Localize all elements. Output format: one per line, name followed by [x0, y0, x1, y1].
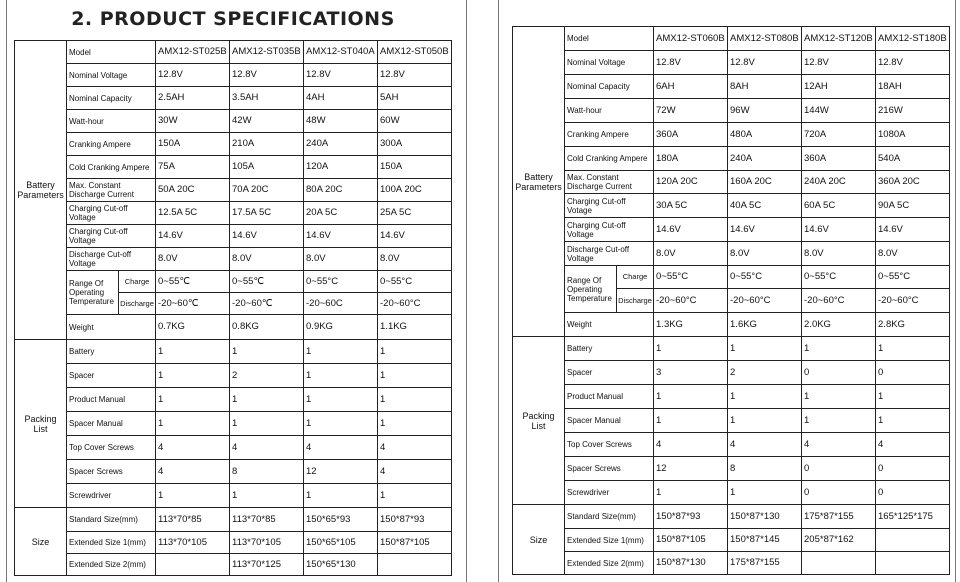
spec-value-cell: 70A 20C [230, 179, 304, 202]
row-label-discharge-cutoff: Discharge Cut-off Voltage [565, 242, 654, 266]
row-label-charging-cutoff: Charging Cut-off Votage [565, 194, 654, 218]
spec-value-cell: 40A 5C [728, 194, 802, 218]
row-label-top-cover-screws: Top Cover Screws [565, 433, 654, 457]
row-sublabel-charge: Charge [119, 271, 156, 293]
spec-value-cell: 1 [876, 409, 950, 433]
spec-value-cell: 0~55°C [654, 266, 728, 289]
spec-value-cell: 12 [304, 460, 378, 484]
row-label-nominal-voltage: Nominal Voltage [67, 64, 156, 87]
spec-value-cell: 240A [728, 147, 802, 171]
row-label-spacer-screws: Spacer Screws [67, 460, 156, 484]
row-label-product-manual: Product Manual [565, 385, 654, 409]
spec-value-cell: 1 [378, 484, 452, 508]
spec-value-cell: 205*87*162 [802, 529, 876, 552]
spec-value-cell: 50A 20C [156, 179, 230, 202]
spec-value-cell: 12.8V [728, 51, 802, 75]
spec-row-models [15, 41, 452, 64]
row-label-charging-cutoff: Charging Cut-off Voltage [67, 202, 156, 225]
spec-row-charging-cutoff [513, 194, 950, 218]
spec-value-cell: 8.0V [728, 242, 802, 266]
spec-value-cell: 1 [304, 364, 378, 388]
spec-value-cell: 8AH [728, 75, 802, 99]
spec-value-cell: 80A 20C [304, 179, 378, 202]
spec-value-cell: 14.6V [876, 218, 950, 242]
spec-value-cell: 150*65*130 [304, 554, 378, 576]
spec-value-cell: 113*70*105 [230, 532, 304, 554]
spec-value-cell: 1.3KG [654, 313, 728, 337]
row-label-discharge-cutoff: Discharge Cut-off Voltage [67, 248, 156, 271]
row-label-spacer-screws: Spacer Screws [565, 457, 654, 481]
spec-value-cell: 150*65*105 [304, 532, 378, 554]
row-label-cold-cranking-ampere: Cold Cranking Ampere [565, 147, 654, 171]
page-border-left [6, 0, 7, 582]
spec-value-cell: 720A [802, 123, 876, 147]
spec-value-cell: 1080A [876, 123, 950, 147]
spec-value-cell: 150*87*145 [728, 529, 802, 552]
spec-value-cell: -20~60C [304, 293, 378, 315]
model-header-cell: AMX12-ST080B [728, 27, 802, 51]
row-label-spacer-manual: Spacer Manual [565, 409, 654, 433]
spec-row-charging-voltage [513, 218, 950, 242]
row-label-extended-size-1: Extended Size 1(mm) [565, 529, 654, 552]
spec-row-nominal-capacity [513, 75, 950, 99]
row-label-watt-hour: Watt-hour [67, 110, 156, 133]
row-label-standard-size: Standard Size(mm) [565, 505, 654, 529]
spec-value-cell: 12.8V [654, 51, 728, 75]
row-label-spacer: Spacer [565, 361, 654, 385]
spec-row-weight [513, 313, 950, 337]
spec-value-cell: 2 [230, 364, 304, 388]
spec-value-cell: 90A 5C [876, 194, 950, 218]
spec-row-spacer-screws [15, 460, 452, 484]
row-label-max-discharge: Max. Constant Discharge Current [67, 179, 156, 202]
spec-value-cell: 113*70*125 [230, 554, 304, 576]
spec-row-temp-charge [15, 271, 452, 293]
model-header-cell: AMX12-ST025B [156, 41, 230, 64]
spec-value-cell: 150*87*93 [654, 505, 728, 529]
spec-value-cell: 150*87*130 [654, 552, 728, 575]
spec-row-spacer-manual [513, 409, 950, 433]
spec-value-cell: 1 [230, 340, 304, 364]
spec-value-cell: 4 [230, 436, 304, 460]
spec-value-cell: 144W [802, 99, 876, 123]
spec-value-cell [802, 552, 876, 575]
spec-row-models [513, 27, 950, 51]
spec-value-cell: 0.9KG [304, 315, 378, 340]
spec-row-max-discharge [15, 179, 452, 202]
spec-row-cranking-ampere [15, 133, 452, 156]
spec-row-spacer-screws [513, 457, 950, 481]
spec-value-cell: 14.6V [654, 218, 728, 242]
spec-value-cell: 0~55°C [802, 266, 876, 289]
page-title: 2. PRODUCT SPECIFICATIONS [71, 8, 395, 30]
spec-value-cell: 1 [802, 385, 876, 409]
spec-value-cell: 120A [304, 156, 378, 179]
spec-value-cell: 1.6KG [728, 313, 802, 337]
spec-value-cell: 1 [230, 388, 304, 412]
section-label-packing: Packing List [15, 340, 67, 508]
row-label-extended-size-1: Extended Size 1(mm) [67, 532, 156, 554]
spec-row-charging-cutoff [15, 202, 452, 225]
spec-value-cell: 4 [378, 436, 452, 460]
spec-value-cell: 0~55℃ [230, 271, 304, 293]
spec-row-extended-size-2 [15, 554, 452, 576]
spec-value-cell: 8.0V [156, 248, 230, 271]
spec-value-cell: 150*87*105 [654, 529, 728, 552]
spec-value-cell: 150*87*105 [378, 532, 452, 554]
spec-value-cell: 240A 20C [802, 171, 876, 194]
spec-value-cell: 8.0V [304, 248, 378, 271]
spec-value-cell: 4AH [304, 87, 378, 110]
section-label-packing: Packing List [513, 337, 565, 505]
row-sublabel-discharge: Discharge [617, 289, 654, 313]
spec-value-cell: 1 [728, 481, 802, 505]
spec-row-watt-hour [513, 99, 950, 123]
spec-row-discharge-cutoff [15, 248, 452, 271]
row-label-extended-size-2: Extended Size 2(mm) [67, 554, 156, 576]
spec-row-cold-cranking-ampere [513, 147, 950, 171]
spec-value-cell: 12.8V [802, 51, 876, 75]
spec-value-cell: 1 [728, 337, 802, 361]
spec-value-cell: 14.6V [802, 218, 876, 242]
row-label-models: Model [67, 41, 156, 64]
row-label-cranking-ampere: Cranking Ampere [67, 133, 156, 156]
spec-value-cell: 48W [304, 110, 378, 133]
spec-row-weight [15, 315, 452, 340]
row-label-nominal-capacity: Nominal Capacity [565, 75, 654, 99]
spec-row-standard-size [513, 505, 950, 529]
spec-value-cell: 175*87*155 [802, 505, 876, 529]
spec-value-cell: 12.8V [876, 51, 950, 75]
spec-row-cranking-ampere [513, 123, 950, 147]
spec-value-cell: -20~60℃ [230, 293, 304, 315]
spec-value-cell: 0 [876, 481, 950, 505]
spec-value-cell: 165*125*175 [876, 505, 950, 529]
section-label-battery: Battery Parameters [15, 41, 67, 340]
spec-row-spacer-manual [15, 412, 452, 436]
spec-value-cell: 0~55°C [728, 266, 802, 289]
spec-value-cell: 1 [378, 388, 452, 412]
spec-row-nominal-voltage [15, 64, 452, 87]
model-header-cell: AMX12-ST120B [802, 27, 876, 51]
spec-value-cell: 17.5A 5C [230, 202, 304, 225]
spec-value-cell: 2.5AH [156, 87, 230, 110]
model-header-cell: AMX12-ST050B [378, 41, 452, 64]
spec-row-screwdriver [513, 481, 950, 505]
spec-value-cell: 4 [156, 436, 230, 460]
spec-value-cell: 1 [728, 409, 802, 433]
spec-value-cell: 1 [654, 385, 728, 409]
spec-value-cell: 8 [728, 457, 802, 481]
spec-value-cell: 0.8KG [230, 315, 304, 340]
spec-value-cell: 5AH [378, 87, 452, 110]
spec-value-cell: 210A [230, 133, 304, 156]
spec-value-cell: 150*87*130 [728, 505, 802, 529]
spec-value-cell: 8.0V [876, 242, 950, 266]
spec-value-cell: 150A [378, 156, 452, 179]
spec-value-cell: 60A 5C [802, 194, 876, 218]
spec-value-cell: 18AH [876, 75, 950, 99]
row-label-battery: Battery [565, 337, 654, 361]
model-header-cell: AMX12-ST040A [304, 41, 378, 64]
spec-value-cell: 1 [304, 388, 378, 412]
spec-value-cell [876, 552, 950, 575]
page-border-center-left [466, 0, 467, 582]
spec-value-cell: 0.7KG [156, 315, 230, 340]
spec-value-cell: -20~60°C [728, 289, 802, 313]
row-label-nominal-voltage: Nominal Voltage [565, 51, 654, 75]
spec-value-cell: 14.6V [230, 225, 304, 248]
spec-row-charging-voltage [15, 225, 452, 248]
spec-row-battery [513, 337, 950, 361]
spec-value-cell: 1 [802, 409, 876, 433]
spec-value-cell: 1 [156, 340, 230, 364]
spec-value-cell: 30A 5C [654, 194, 728, 218]
spec-value-cell: 12.5A 5C [156, 202, 230, 225]
spec-row-spacer [15, 364, 452, 388]
spec-value-cell: 25A 5C [378, 202, 452, 225]
spec-value-cell: 1 [654, 409, 728, 433]
spec-row-temp-charge [513, 266, 950, 289]
spec-value-cell: 4 [654, 433, 728, 457]
spec-row-product-manual [513, 385, 950, 409]
spec-value-cell: 30W [156, 110, 230, 133]
spec-value-cell: 1 [654, 481, 728, 505]
spec-row-top-cover-screws [513, 433, 950, 457]
row-label-range-temp: Range Of Operating Temperature [67, 271, 119, 315]
row-label-weight: Weight [67, 315, 156, 340]
spec-value-cell: 8.0V [230, 248, 304, 271]
row-label-cranking-ampere: Cranking Ampere [565, 123, 654, 147]
spec-value-cell: 3.5AH [230, 87, 304, 110]
spec-value-cell: 8.0V [654, 242, 728, 266]
page-border-right [955, 0, 956, 582]
spec-value-cell: 0~55℃ [156, 271, 230, 293]
row-label-weight: Weight [565, 313, 654, 337]
spec-value-cell: 2.0KG [802, 313, 876, 337]
row-label-screwdriver: Screwdriver [67, 484, 156, 508]
spec-table-left [14, 40, 452, 576]
spec-row-extended-size-2 [513, 552, 950, 575]
spec-value-cell: 2 [728, 361, 802, 385]
spec-value-cell: 1 [802, 337, 876, 361]
page-border-center-right [498, 0, 499, 582]
spec-value-cell: 150*65*93 [304, 508, 378, 532]
spec-value-cell: 1 [230, 412, 304, 436]
row-label-standard-size: Standard Size(mm) [67, 508, 156, 532]
spec-value-cell: 8 [230, 460, 304, 484]
row-label-max-discharge: Max. Constant Discharge Current [565, 171, 654, 194]
spec-row-cold-cranking-ampere [15, 156, 452, 179]
spec-value-cell: 0 [876, 457, 950, 481]
spec-value-cell: 4 [156, 460, 230, 484]
spec-value-cell: 72W [654, 99, 728, 123]
spec-value-cell: 0 [802, 481, 876, 505]
spec-value-cell: -20~60℃ [156, 293, 230, 315]
spec-value-cell: -20~60°C [378, 293, 452, 315]
spec-value-cell: 42W [230, 110, 304, 133]
spec-value-cell: 360A [654, 123, 728, 147]
spec-value-cell: 1 [378, 340, 452, 364]
spec-value-cell: 12.8V [156, 64, 230, 87]
spec-row-max-discharge [513, 171, 950, 194]
spec-row-top-cover-screws [15, 436, 452, 460]
spec-value-cell: 113*70*85 [156, 508, 230, 532]
spec-value-cell: 20A 5C [304, 202, 378, 225]
spec-value-cell: 1 [156, 412, 230, 436]
spec-row-nominal-voltage [513, 51, 950, 75]
spec-value-cell: 300A [378, 133, 452, 156]
row-label-watt-hour: Watt-hour [565, 99, 654, 123]
spec-value-cell: 0 [802, 457, 876, 481]
spec-value-cell: 1 [876, 385, 950, 409]
spec-row-product-manual [15, 388, 452, 412]
row-label-nominal-capacity: Nominal Capacity [67, 87, 156, 110]
spec-value-cell: 360A [802, 147, 876, 171]
row-label-screwdriver: Screwdriver [565, 481, 654, 505]
spec-value-cell: 3 [654, 361, 728, 385]
spec-row-watt-hour [15, 110, 452, 133]
spec-value-cell [876, 529, 950, 552]
spec-value-cell: 480A [728, 123, 802, 147]
spec-value-cell: 0~55°C [378, 271, 452, 293]
row-label-battery: Battery [67, 340, 156, 364]
spec-value-cell: 1 [304, 412, 378, 436]
row-sublabel-charge: Charge [617, 266, 654, 289]
spec-value-cell: 1 [156, 388, 230, 412]
spec-value-cell: 12AH [802, 75, 876, 99]
spec-value-cell: -20~60°C [654, 289, 728, 313]
row-label-spacer: Spacer [67, 364, 156, 388]
spec-value-cell: 0 [802, 361, 876, 385]
spec-value-cell: 12.8V [230, 64, 304, 87]
spec-value-cell: 75A [156, 156, 230, 179]
spec-value-cell: 1 [378, 412, 452, 436]
spec-value-cell: 12.8V [304, 64, 378, 87]
section-label-battery: Battery Parameters [513, 27, 565, 337]
section-label-size: Size [513, 505, 565, 575]
spec-value-cell: 2.8KG [876, 313, 950, 337]
spec-value-cell: 360A 20C [876, 171, 950, 194]
spec-value-cell: 0~55°C [304, 271, 378, 293]
spec-row-battery [15, 340, 452, 364]
spec-value-cell: 12.8V [378, 64, 452, 87]
row-label-top-cover-screws: Top Cover Screws [67, 436, 156, 460]
row-label-cold-cranking-ampere: Cold Cranking Ampere [67, 156, 156, 179]
spec-value-cell: 4 [802, 433, 876, 457]
row-label-charging-voltage: Charging Cut-off Voltage [67, 225, 156, 248]
spec-value-cell: 1.1KG [378, 315, 452, 340]
spec-value-cell: 8.0V [802, 242, 876, 266]
spec-value-cell: 8.0V [378, 248, 452, 271]
spec-value-cell: 175*87*155 [728, 552, 802, 575]
spec-value-cell: 14.6V [304, 225, 378, 248]
spec-value-cell: 240A [304, 133, 378, 156]
spec-value-cell: 1 [156, 364, 230, 388]
spec-value-cell: 1 [304, 340, 378, 364]
spec-value-cell: 1 [230, 484, 304, 508]
spec-row-standard-size [15, 508, 452, 532]
spec-value-cell: 100A 20C [378, 179, 452, 202]
spec-value-cell: 1 [304, 484, 378, 508]
spec-value-cell: 14.6V [378, 225, 452, 248]
spec-value-cell: 120A 20C [654, 171, 728, 194]
spec-value-cell: 150A [156, 133, 230, 156]
spec-value-cell: 540A [876, 147, 950, 171]
spec-row-extended-size-1 [513, 529, 950, 552]
spec-value-cell: 0~55°C [876, 266, 950, 289]
spec-value-cell: 60W [378, 110, 452, 133]
spec-value-cell: -20~60°C [802, 289, 876, 313]
spec-value-cell: 96W [728, 99, 802, 123]
row-sublabel-discharge: Discharge [119, 293, 156, 315]
spec-value-cell: 1 [654, 337, 728, 361]
spec-value-cell: 113*70*105 [156, 532, 230, 554]
spec-value-cell [156, 554, 230, 576]
row-label-spacer-manual: Spacer Manual [67, 412, 156, 436]
spec-value-cell: 216W [876, 99, 950, 123]
spec-table-right [512, 26, 950, 575]
row-label-product-manual: Product Manual [67, 388, 156, 412]
spec-value-cell: 1 [728, 385, 802, 409]
spec-value-cell: 4 [304, 436, 378, 460]
spec-row-spacer [513, 361, 950, 385]
model-header-cell: AMX12-ST060B [654, 27, 728, 51]
spec-value-cell: 1 [156, 484, 230, 508]
spec-value-cell: 150*87*93 [378, 508, 452, 532]
spec-value-cell: 180A [654, 147, 728, 171]
spec-value-cell: 4 [378, 460, 452, 484]
spec-row-screwdriver [15, 484, 452, 508]
spec-value-cell: 105A [230, 156, 304, 179]
row-label-range-temp: Range Of Operating Temperature [565, 266, 617, 313]
spec-row-discharge-cutoff [513, 242, 950, 266]
spec-value-cell: 6AH [654, 75, 728, 99]
spec-value-cell: 113*70*85 [230, 508, 304, 532]
spec-value-cell: 1 [378, 364, 452, 388]
spec-value-cell: 160A 20C [728, 171, 802, 194]
spec-row-nominal-capacity [15, 87, 452, 110]
spec-value-cell: 1 [876, 337, 950, 361]
spec-value-cell: 4 [728, 433, 802, 457]
spec-row-extended-size-1 [15, 532, 452, 554]
model-header-cell: AMX12-ST180B [876, 27, 950, 51]
spec-value-cell [378, 554, 452, 576]
section-label-size: Size [15, 508, 67, 576]
spec-value-cell: 4 [876, 433, 950, 457]
row-label-extended-size-2: Extended Size 2(mm) [565, 552, 654, 575]
spec-value-cell: 0 [876, 361, 950, 385]
spec-value-cell: 14.6V [156, 225, 230, 248]
spec-value-cell: 12 [654, 457, 728, 481]
model-header-cell: AMX12-ST035B [230, 41, 304, 64]
spec-value-cell: -20~60°C [876, 289, 950, 313]
row-label-models: Model [565, 27, 654, 51]
row-label-charging-voltage: Charging Cut-off Voltage [565, 218, 654, 242]
spec-value-cell: 14.6V [728, 218, 802, 242]
